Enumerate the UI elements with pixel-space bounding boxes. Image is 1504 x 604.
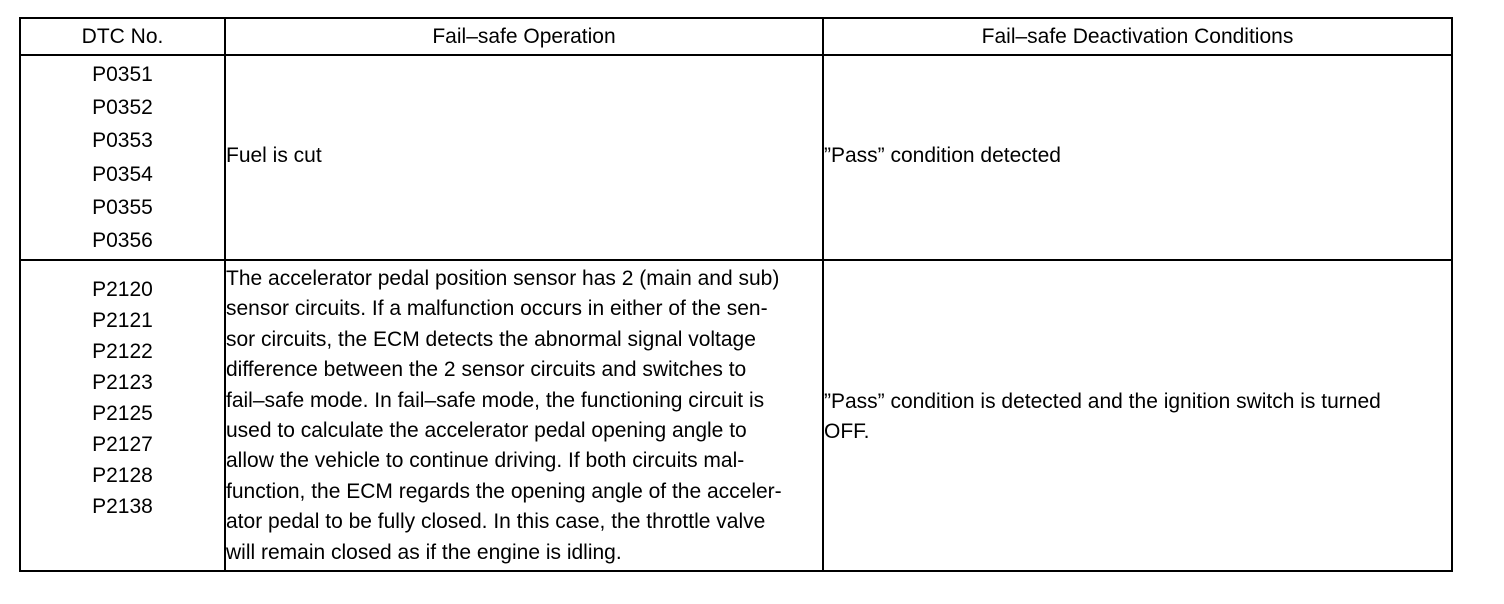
dtc-codes-cell	[20, 260, 225, 571]
operation-text-line: difference between the 2 sensor circuits and switches to	[226, 358, 747, 382]
fail-safe-operation-cell	[225, 260, 823, 571]
dtc-code: P2127	[92, 432, 153, 456]
table-row	[20, 55, 1452, 260]
deactivation-text-line: OFF.	[824, 419, 870, 443]
operation-text-line: will remain closed as if the engine is idling.	[226, 540, 622, 564]
deactivation-conditions-cell	[823, 260, 1452, 571]
dtc-codes-cell	[20, 55, 225, 260]
dtc-code: P0353	[92, 129, 153, 153]
dtc-code: P2138	[92, 494, 153, 518]
fail-safe-operation-cell	[225, 55, 823, 260]
deactivation-conditions-cell	[823, 55, 1452, 260]
deactivation-text: ”Pass” condition detected	[824, 144, 1061, 168]
operation-text-line: used to calculate the accelerator pedal opening angle to	[226, 419, 747, 443]
table-row	[20, 260, 1452, 571]
dtc-code-list	[92, 58, 153, 258]
operation-text-line: ator pedal to be fully closed. In this case, the throttle valve	[226, 510, 766, 534]
deactivation-text-line: ”Pass” condition is detected and the ignition switch is turned	[824, 389, 1381, 413]
dtc-code: P0356	[92, 229, 153, 253]
operation-text-line: The accelerator pedal position sensor has 2 (main and sub)	[226, 267, 780, 290]
dtc-code: P2128	[92, 463, 153, 487]
header-row	[20, 18, 1452, 55]
header-deactivation-conditions: Fail–safe Deactivation Conditions	[823, 18, 1452, 55]
operation-text: Fuel is cut	[226, 144, 322, 168]
dtc-code: P2121	[92, 308, 153, 332]
dtc-code: P0355	[92, 195, 153, 219]
operation-text-line: allow the vehicle to continue driving. If both circuits mal-	[226, 449, 745, 473]
operation-text-line: sensor circuits. If a malfunction occurs in either of the sen-	[226, 297, 768, 321]
header-dtc-no: DTC No.	[20, 18, 225, 55]
dtc-code-list	[92, 274, 153, 522]
fail-safe-table	[19, 17, 1453, 572]
dtc-code: P2122	[92, 339, 153, 363]
dtc-code: P0351	[92, 62, 153, 86]
dtc-code: P0352	[92, 95, 153, 119]
dtc-code: P2120	[92, 277, 153, 301]
operation-text-line: fail–safe mode. In fail–safe mode, the functioning circuit is	[226, 388, 765, 412]
dtc-code: P0354	[92, 162, 153, 186]
operation-text-line: function, the ECM regards the opening angle of the acceler-	[226, 479, 782, 503]
dtc-code: P2123	[92, 370, 153, 394]
dtc-code: P2125	[92, 401, 153, 425]
operation-text-line: sor circuits, the ECM detects the abnormal signal voltage	[226, 327, 756, 351]
header-fail-safe-operation: Fail–safe Operation	[225, 18, 823, 55]
